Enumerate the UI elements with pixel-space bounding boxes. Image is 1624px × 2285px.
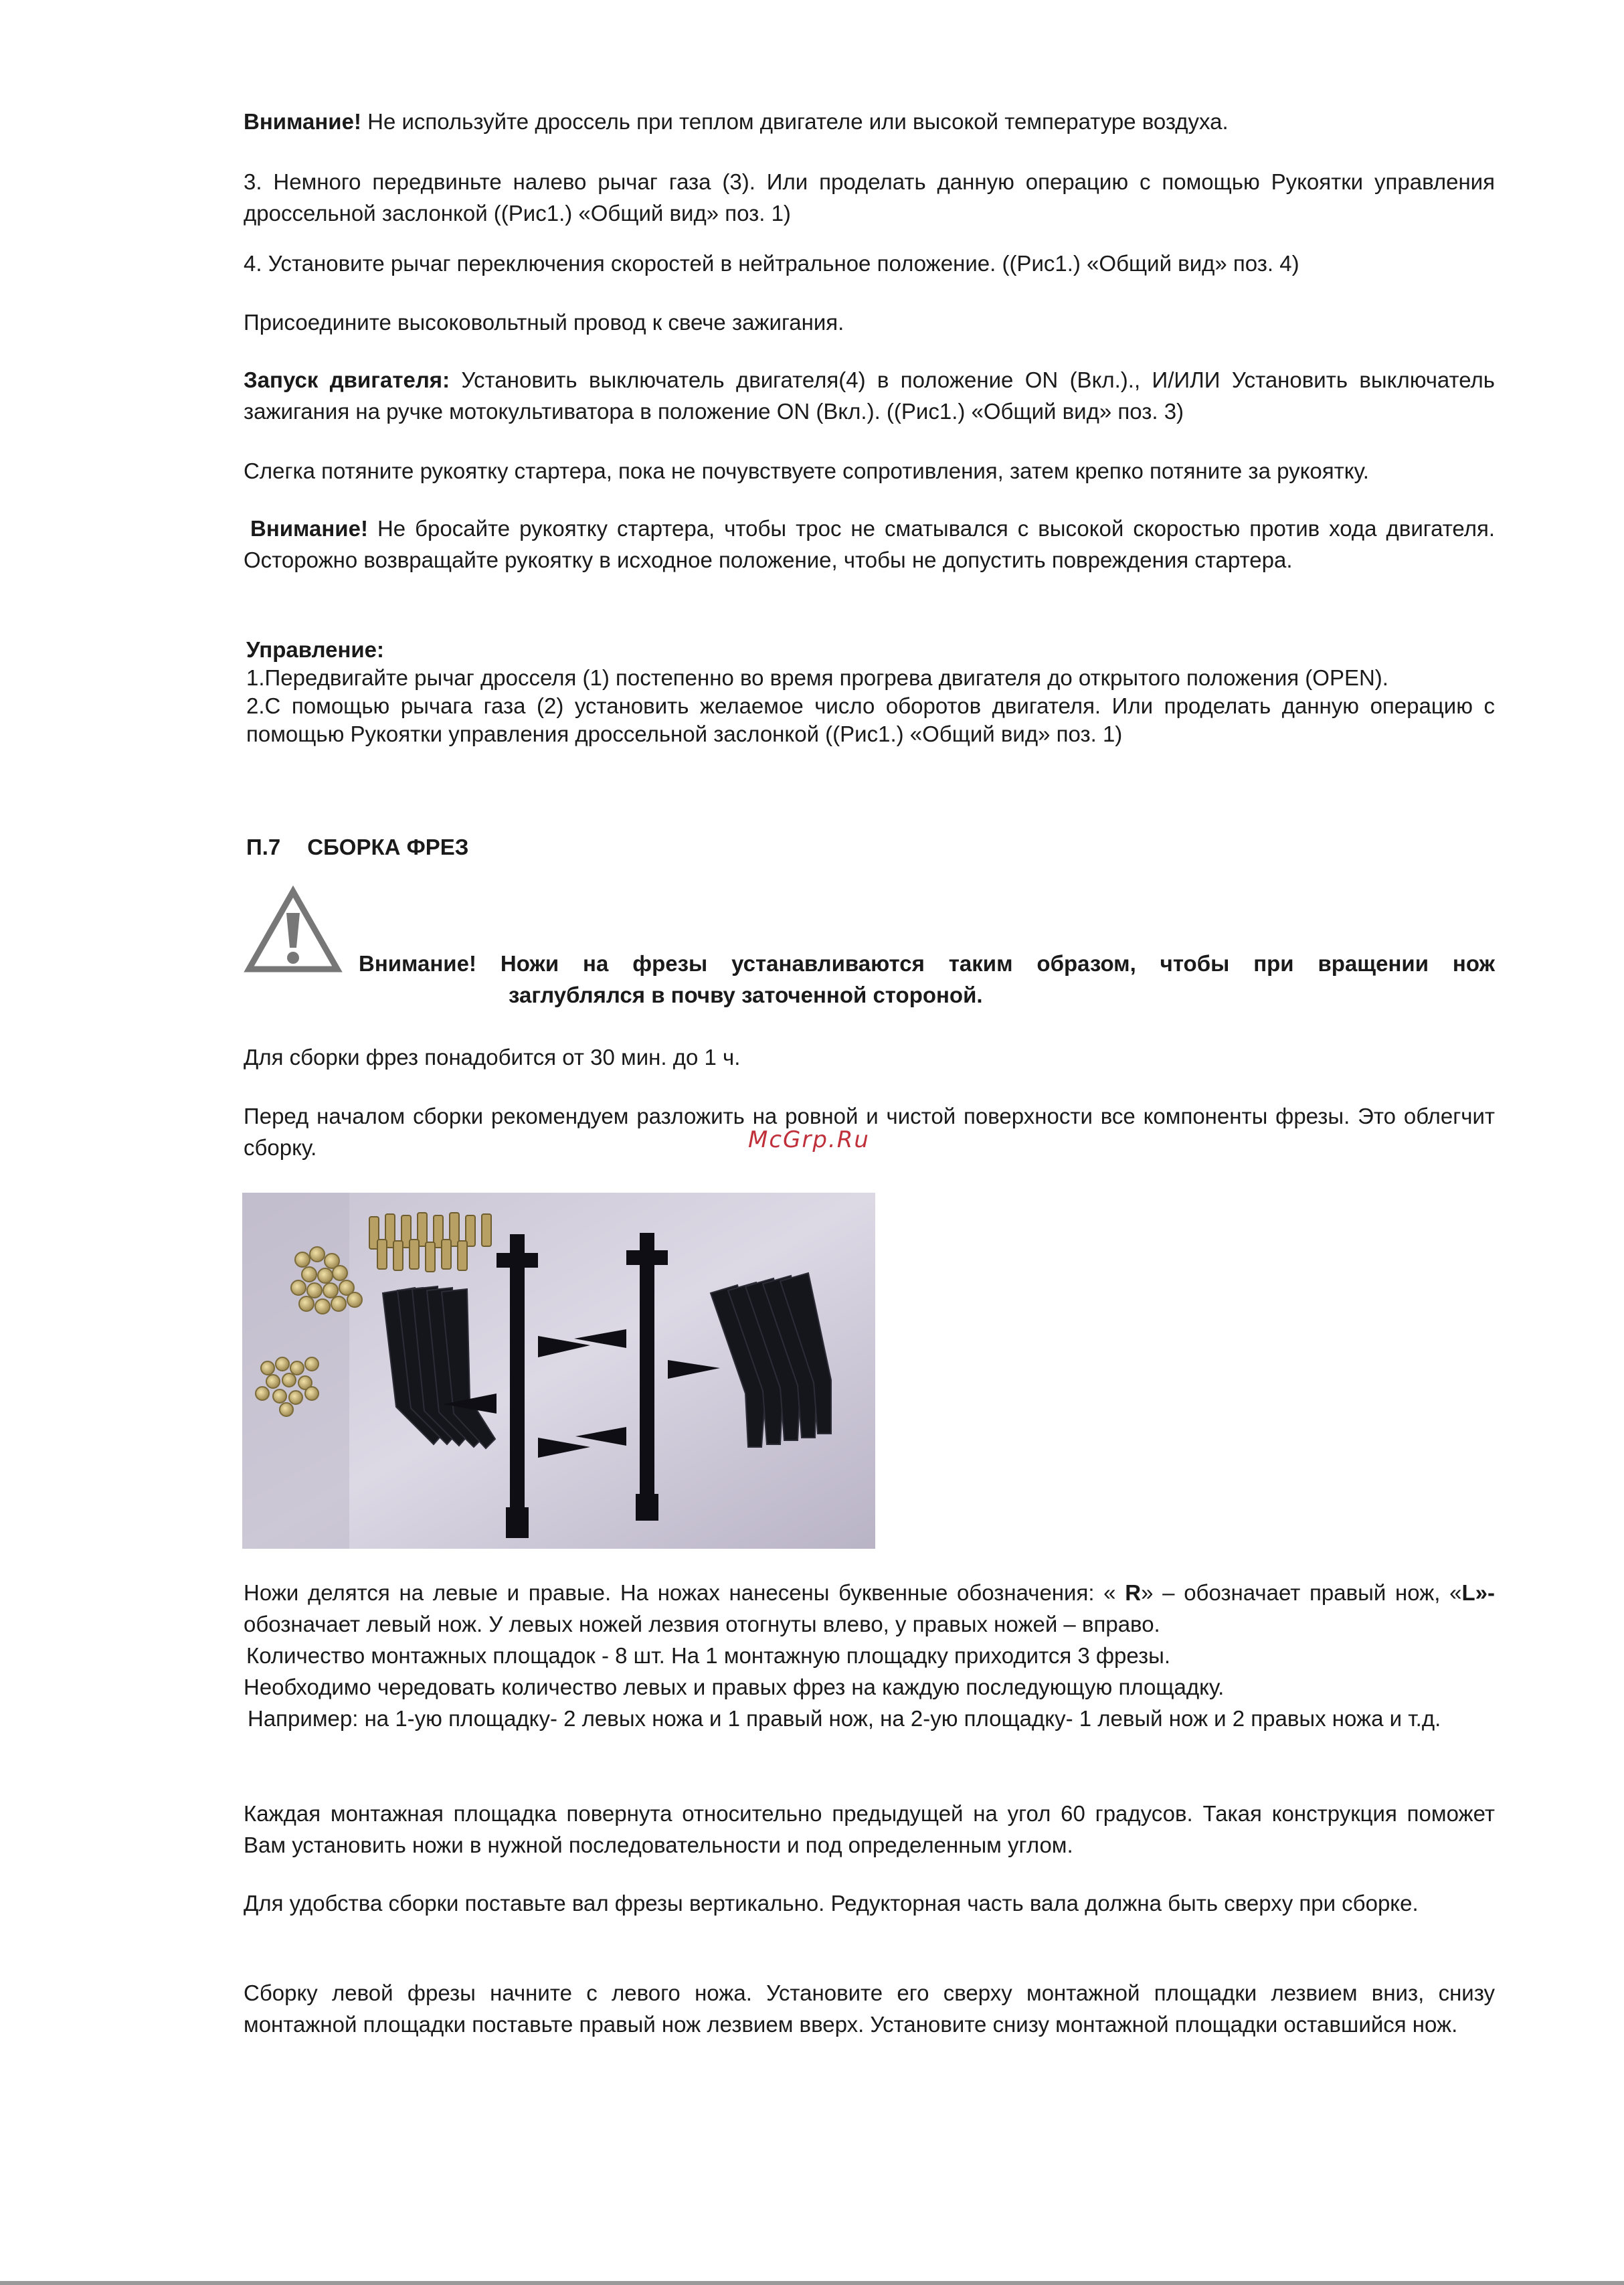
warning-label: Внимание! bbox=[244, 109, 361, 134]
assembly-warning bbox=[244, 885, 1495, 1019]
knives-example: Например: на 1-ую площадку- 2 левых ножа и 1 правый нож, на 2-ую площадку- 1 левый нож и 2 правых ножа и т.д. bbox=[248, 1706, 1441, 1731]
left-tiller-paragraph: Сборку левой фрезы начните с левого ножа. Установите его сверху монтажной площадки лезвием вниз, снизу монтажной площадки поставьте правый нож лезвием вверх. Установите снизу монтажной площадки оставшийся нож. bbox=[244, 1980, 1495, 2037]
vertical-shaft-paragraph: Для удобства сборки поставьте вал фрезы вертикально. Редукторная часть вала должна быть сверху при сборке. bbox=[244, 1891, 1419, 1916]
knives-section bbox=[244, 1577, 1495, 1734]
section-title: СБОРКА ФРЕЗ bbox=[307, 835, 469, 859]
knives-pads-count: Количество монтажных площадок - 8 шт. На 1 монтажную площадку приходится 3 фрезы. bbox=[246, 1643, 1171, 1668]
page-bottom-border bbox=[0, 2281, 1624, 2285]
engine-start-paragraph: Запуск двигателя: Установить выключатель двигателя(4) в положение ON (Вкл.)., И/ИЛИ Установить выключатель зажигания на ручке мотокультиватора в положение ON (Вкл.). ((Рис1.) «Общий вид» поз. 3) bbox=[244, 367, 1495, 424]
warning-label: Внимание! bbox=[250, 516, 368, 541]
control-title: Управление: bbox=[246, 637, 385, 662]
control-item-1: 1.Передвигайте рычаг дросселя (1) постепенно во время прогрева двигателя до открытого положения (OPEN). bbox=[246, 665, 1388, 690]
control-section bbox=[244, 636, 1495, 748]
assembly-prep-paragraph: Перед началом сборки рекомендуем разложить на ровной и чистой поверхности все компоненты фрезы. Это облегчит сборку. bbox=[244, 1104, 1495, 1160]
spark-plug-paragraph: Присоедините высоковольтный провод к свече зажигания. bbox=[244, 310, 844, 335]
knives-description: Ножи делятся на левые и правые. На ножах нанесены буквенные обозначения: « R» – обозначает правый нож, «L»- обозначает левый нож. У левых ножей лезвия отогнуты влево, у правых ножей – вправо. bbox=[244, 1580, 1495, 1636]
warning-triangle-icon bbox=[244, 885, 343, 976]
tiller-parts-photo bbox=[242, 1193, 875, 1549]
assembly-time-paragraph: Для сборки фрез понадобится от 30 мин. до 1 ч. bbox=[244, 1045, 741, 1070]
step-3-paragraph: 3. Немного передвиньте налево рычаг газа (3). Или проделать данную операцию с помощью Рукоятки управления дроссельной заслонкой ((Рис1.) «Общий вид» поз. 1) bbox=[244, 169, 1495, 226]
starter-pull-paragraph: Слегка потяните рукоятку стартера, пока не почувствуете сопротивления, затем крепко потяните за рукоятку. bbox=[244, 458, 1369, 483]
section-number: П.7 bbox=[246, 835, 281, 859]
engine-start-label: Запуск двигателя: bbox=[244, 367, 450, 392]
rotation-paragraph: Каждая монтажная площадка повернута относительно предыдущей на угол 60 градусов. Такая конструкция поможет Вам установить ножи в нужной последовательности и под определенным углом. bbox=[244, 1801, 1495, 1857]
control-item-2: 2.С помощью рычага газа (2) установить желаемое число оборотов двигателя. Или проделать данную операцию с помощью Рукоятки управления дроссельной заслонкой ((Рис1.) «Общий вид» поз. 1) bbox=[246, 693, 1495, 746]
starter-warning-paragraph: Внимание! Не бросайте рукоятку стартера, чтобы трос не сматывался с высокой скоростью против хода двигателя. Осторожно возвращайте рукоятку в исходное положение, чтобы не допустить повреждения стартера. bbox=[244, 516, 1495, 572]
section-heading bbox=[244, 831, 1498, 863]
assembly-warning-text: Внимание! Ножи на фрезы устанавливаются таким образом, чтобы при вращении нож заглублялся в почву заточенной стороной. bbox=[359, 951, 1495, 1007]
step-4-paragraph: 4. Установите рычаг переключения скоростей в нейтральное положение. ((Рис1.) «Общий вид» поз. 4) bbox=[244, 251, 1299, 276]
knives-alternate: Необходимо чередовать количество левых и правых фрез на каждую последующую площадку. bbox=[244, 1675, 1225, 1699]
throttle-warning: Внимание! Не используйте дроссель при теплом двигателе или высокой температуре воздуха. bbox=[244, 109, 1229, 134]
watermark-text: McGrp.Ru bbox=[748, 1126, 870, 1153]
